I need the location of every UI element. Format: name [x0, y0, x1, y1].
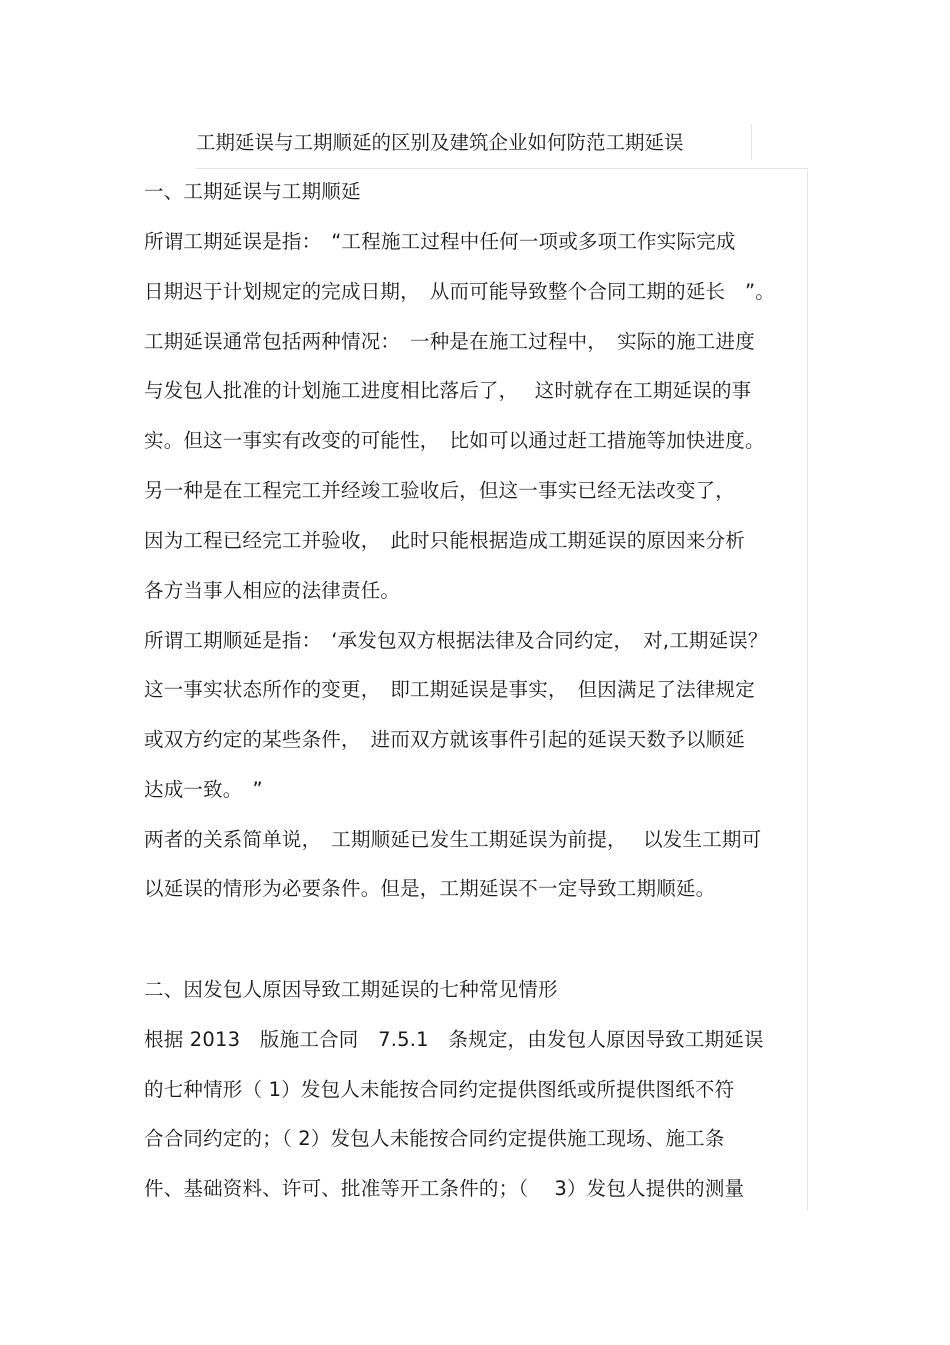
section-heading-2: 二、因发包人原因导致工期延误的七种常见情形: [144, 978, 558, 1001]
paragraph-line: 工期延误通常包括两种情况： 一种是在施工过程中， 实际的施工进度: [144, 330, 755, 353]
paragraph-line: 根据 2013 版施工合同 7.5.1 条规定，由发包人原因导致工期延误: [144, 1028, 764, 1051]
paragraph-line: 所谓工期顺延是指： ‘承发包双方根据法律及合同约定， 对,工期延误？: [144, 629, 768, 652]
paragraph-line: 或双方约定的某些条件， 进而双方就该事件引起的延误天数予以顺延: [144, 728, 745, 751]
frame-right-line: [807, 168, 808, 1210]
document-title: 工期延误与工期顺延的区别及建筑企业如何防范工期延误: [196, 131, 684, 154]
paragraph-line: 日期迟于计划规定的完成日期， 从而可能导致整个合同工期的延长 ”。: [144, 280, 775, 303]
frame-top-line: [196, 168, 808, 169]
paragraph-line: 的七种情形（ 1）发包人未能按合同约定提供图纸或所提供图纸不符: [144, 1078, 735, 1101]
paragraph-line: 达成一致。 ”: [144, 778, 263, 801]
paragraph-line: 所谓工期延误是指： “工程施工过程中任何一项或多项工作实际完成: [144, 230, 736, 253]
paragraph-line: 另一种是在工程完工并经竣工验收后，但这一事实已经无法改变了，: [144, 479, 736, 502]
paragraph-line: 与发包人批准的计划施工进度相比落后了， 这时就存在工期延误的事: [144, 379, 752, 402]
paragraph-line: 合合同约定的；（ 2）发包人未能按合同约定提供施工现场、施工条: [144, 1127, 725, 1150]
paragraph-line: 因为工程已经完工并验收， 此时只能根据造成工期延误的原因来分析: [144, 529, 745, 552]
paragraph-line: 实。但这一事实有改变的可能性， 比如可以通过赶工措施等加快进度。: [144, 429, 765, 452]
paragraph-line: 以延误的情形为必要条件。但是，工期延误不一定导致工期顺延。: [144, 877, 716, 900]
title-divider: [751, 124, 752, 160]
paragraph-line: 件、基础资料、许可、批准等开工条件的；（ 3）发包人提供的测量: [144, 1177, 745, 1200]
paragraph-line: 各方当事人相应的法律责任。: [144, 579, 401, 602]
paragraph-line: 这一事实状态所作的变更， 即工期延误是事实， 但因满足了法律规定: [144, 678, 755, 701]
paragraph-line: 两者的关系简单说， 工期顺延已发生工期延误为前提， 以发生工期可: [144, 828, 762, 851]
section-heading-1: 一、工期延误与工期顺延: [144, 180, 361, 203]
